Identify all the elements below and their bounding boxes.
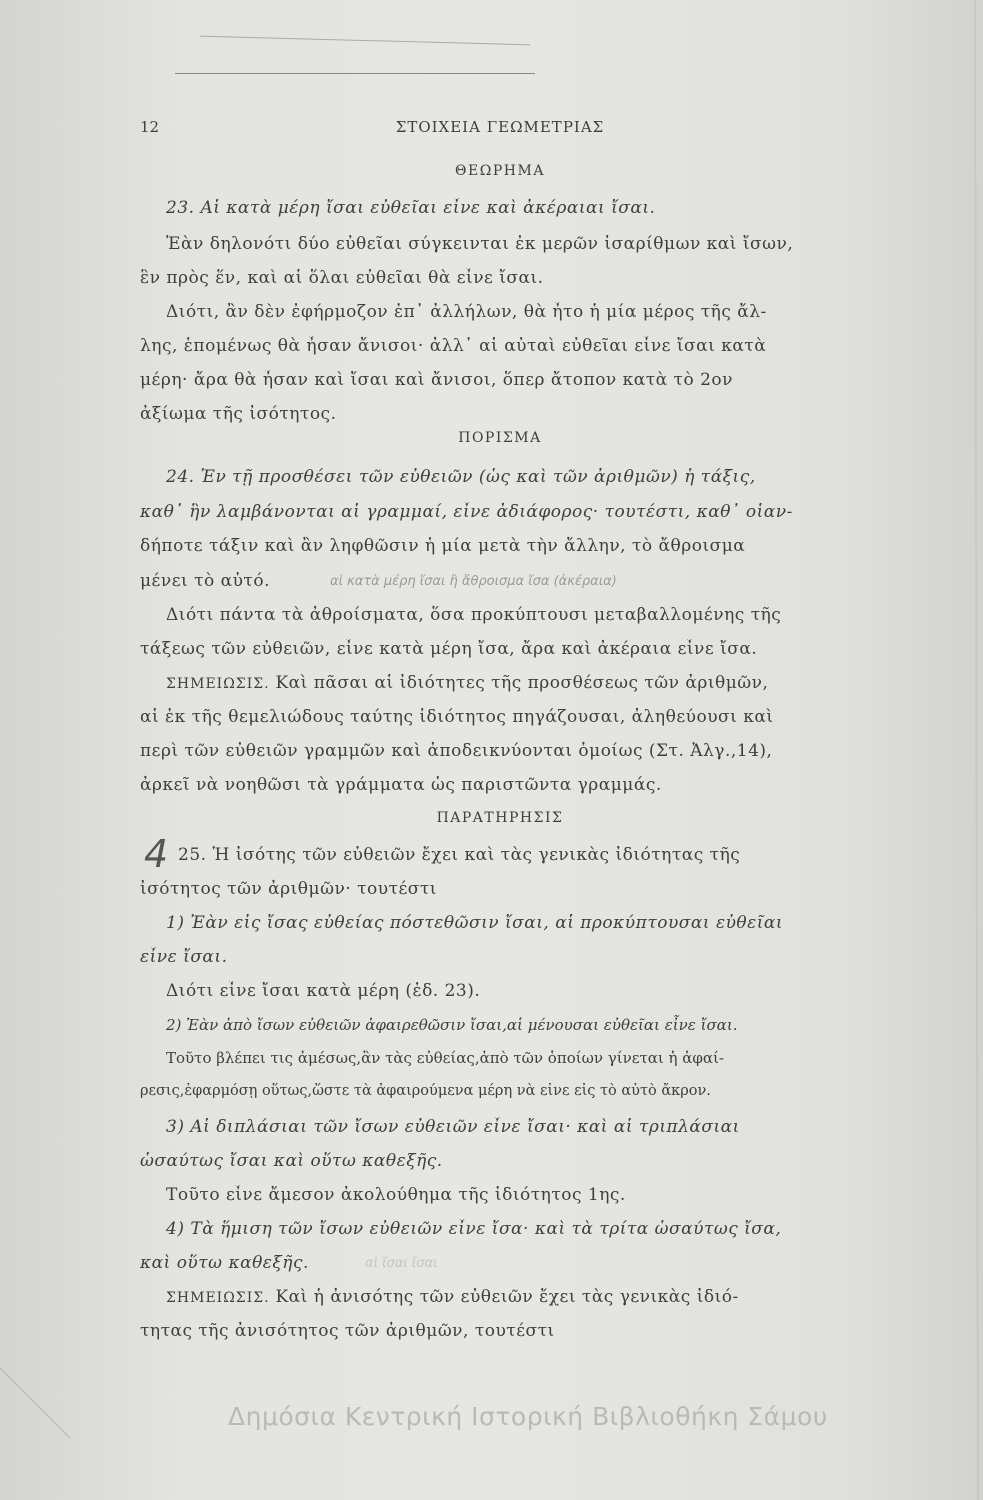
- text-line: τάξεως τῶν εὐθειῶν, εἶνε κατὰ μέρη ἴσα, ἄρα καὶ ἀκέραια εἶνε ἴσα.: [140, 639, 758, 659]
- text-line: ἀξίωμα τῆς ἰσότητος.: [140, 404, 337, 424]
- text-line: μέρη· ἄρα θὰ ἦσαν καὶ ἴσαι καὶ ἄνισοι, ὅπερ ἄτοπον κατὰ τὸ 2ον: [140, 370, 733, 390]
- crease-line: [0, 1368, 70, 1438]
- text-segment: μένει τὸ αὐτό.: [140, 571, 270, 591]
- text-line: Τοῦτο εἶνε ἄμεσον ἀκολούθημα τῆς ἰδιότητος 1ης.: [166, 1185, 626, 1205]
- text-line: ἰσότητος τῶν ἀριθμῶν· τουτέστι: [140, 879, 437, 899]
- text-line: δήποτε τάξιν καὶ ἂν ληφθῶσιν ἡ μία μετὰ τὴν ἄλλην, τὸ ἄθροισμα: [140, 536, 746, 556]
- margin-number: 4: [144, 832, 169, 876]
- note-label: ΣΗΜΕΙΩΣΙΣ.: [166, 676, 270, 692]
- faint-note: αἱ ἴσαι ἴσαι: [365, 1256, 438, 1271]
- text-line: ἀρκεῖ νὰ νοηθῶσι τὰ γράμματα ὡς παριστῶντα γραμμάς.: [140, 775, 662, 795]
- text-line: 25. Ἡ ἰσότης τῶν εὐθειῶν ἔχει καὶ τὰς γενικὰς ἰδιότητας τῆς: [178, 845, 741, 865]
- text-line: Διότι εἶνε ἴσαι κατὰ μέρη (ἐδ. 23).: [166, 981, 481, 1001]
- text-line: ἓν πρὸς ἕν, καὶ αἱ ὅλαι εὐθεῖαι θὰ εἶνε ἴσαι.: [140, 268, 544, 288]
- right-edge-line: [975, 0, 978, 1500]
- theorem-statement: 23. Αἱ κατὰ μέρη ἴσαι εὐθεῖαι εἶνε καὶ ἀκέραιαι ἴσαι.: [166, 198, 656, 218]
- property-4-cont: καὶ οὕτω καθεξῆς.: [140, 1253, 309, 1273]
- text-line: αἱ ἐκ τῆς θεμελιώδους ταύτης ἰδιότητος πηγάζουσαι, ἀληθεύουσι καὶ: [140, 707, 774, 727]
- text-line: Ἐὰν δηλονότι δύο εὐθεῖαι σύγκεινται ἐκ μερῶν ἰσαρίθμων καὶ ἴσων,: [166, 234, 794, 254]
- heading-observation: ΠΑΡΑΤΗΡΗΣΙΣ: [436, 810, 564, 826]
- library-watermark: Δημόσια Κεντρική Ιστορική Βιβλιοθήκη Σάμου: [228, 1402, 828, 1431]
- page-number: 12: [140, 118, 160, 136]
- porism-statement: 24. Ἐν τῇ προσθέσει τῶν εὐθειῶν (ὡς καὶ τῶν ἀριθμῶν) ἡ τάξις,: [166, 467, 756, 487]
- text-line: περὶ τῶν εὐθειῶν γραμμῶν καὶ ἀποδεικνύονται ὁμοίως (Στ. Ἀλγ.,14),: [140, 741, 773, 761]
- heading-porism: ΠΟΡΙΣΜΑ: [458, 430, 542, 446]
- text-line: ρεσις,ἐφαρμόσῃ οὕτως,ὥστε τὰ ἀφαιρούμενα μέρη νὰ εἶνε εἰς τὸ αὐτὸ ἄκρον.: [140, 1083, 711, 1099]
- property-2: 2) Ἐὰν ἀπὸ ἴσων εὐθειῶν ἀφαιρεθῶσιν ἴσαι,αἱ μένουσαι εὐθεῖαι εἶνε ἴσαι.: [166, 1016, 738, 1034]
- property-3: 3) Αἱ διπλάσιαι τῶν ἴσων εὐθειῶν εἶνε ἴσαι· καὶ αἱ τριπλάσιαι: [166, 1117, 740, 1137]
- text-segment: Καὶ πᾶσαι αἱ ἰδιότητες τῆς προσθέσεως τῶν ἀριθμῶν,: [269, 673, 769, 693]
- text-line: Διότι πάντα τὰ ἀθροίσματα, ὅσα προκύπτουσι μεταβαλλομένης τῆς: [166, 605, 782, 625]
- property-1-cont: εἶνε ἴσαι.: [140, 947, 228, 967]
- pencil-note: αἱ κατὰ μέρη ἴσαι ἢ ἄθροισμα ἴσα (ἀκέραια): [330, 574, 617, 589]
- property-3-cont: ὡσαύτως ἴσαι καὶ οὕτω καθεξῆς.: [140, 1151, 443, 1171]
- running-title: ΣΤΟΙΧΕΙΑ ΓΕΩΜΕΤΡΙΑΣ: [395, 118, 605, 136]
- text-line: Τοῦτο βλέπει τις ἀμέσως,ἂν τὰς εὐθείας,ἀπὸ τῶν ὁποίων γίνεται ἡ ἀφαί-: [166, 1049, 725, 1067]
- property-4: 4) Τὰ ἥμιση τῶν ἴσων εὐθειῶν εἶνε ἴσα· καὶ τὰ τρίτα ὡσαύτως ἴσα,: [166, 1219, 782, 1239]
- note-label: ΣΗΜΕΙΩΣΙΣ.: [166, 1290, 270, 1306]
- text-segment: Καὶ ἡ ἀνισότης τῶν εὐθειῶν ἔχει τὰς γενικὰς ἰδιό-: [269, 1287, 739, 1307]
- text-line: λης, ἑπομένως θὰ ἦσαν ἄνισοι· ἀλλ᾽ αἱ αὐταὶ εὐθεῖαι εἶνε ἴσαι κατὰ: [140, 336, 767, 356]
- heading-theorem: ΘΕΩΡΗΜΑ: [455, 163, 545, 179]
- text-line: τητας τῆς ἀνισότητος τῶν ἀριθμῶν, τουτέστι: [140, 1321, 555, 1341]
- text-line: Διότι, ἂν δὲν ἐφήρμοζον ἐπ᾽ ἀλλήλων, θὰ ἦτο ἡ μία μέρος τῆς ἄλ-: [166, 302, 767, 322]
- property-1: 1) Ἐὰν εἰς ἴσας εὐθείας πόστεθῶσιν ἴσαι, αἱ προκύπτουσαι εὐθεῖαι: [166, 913, 784, 933]
- porism-statement-cont: καθ᾽ ἣν λαμβάνονται αἱ γραμμαί, εἶνε ἀδιάφορος· τουτέστι, καθ᾽ οἱαν-: [140, 502, 793, 522]
